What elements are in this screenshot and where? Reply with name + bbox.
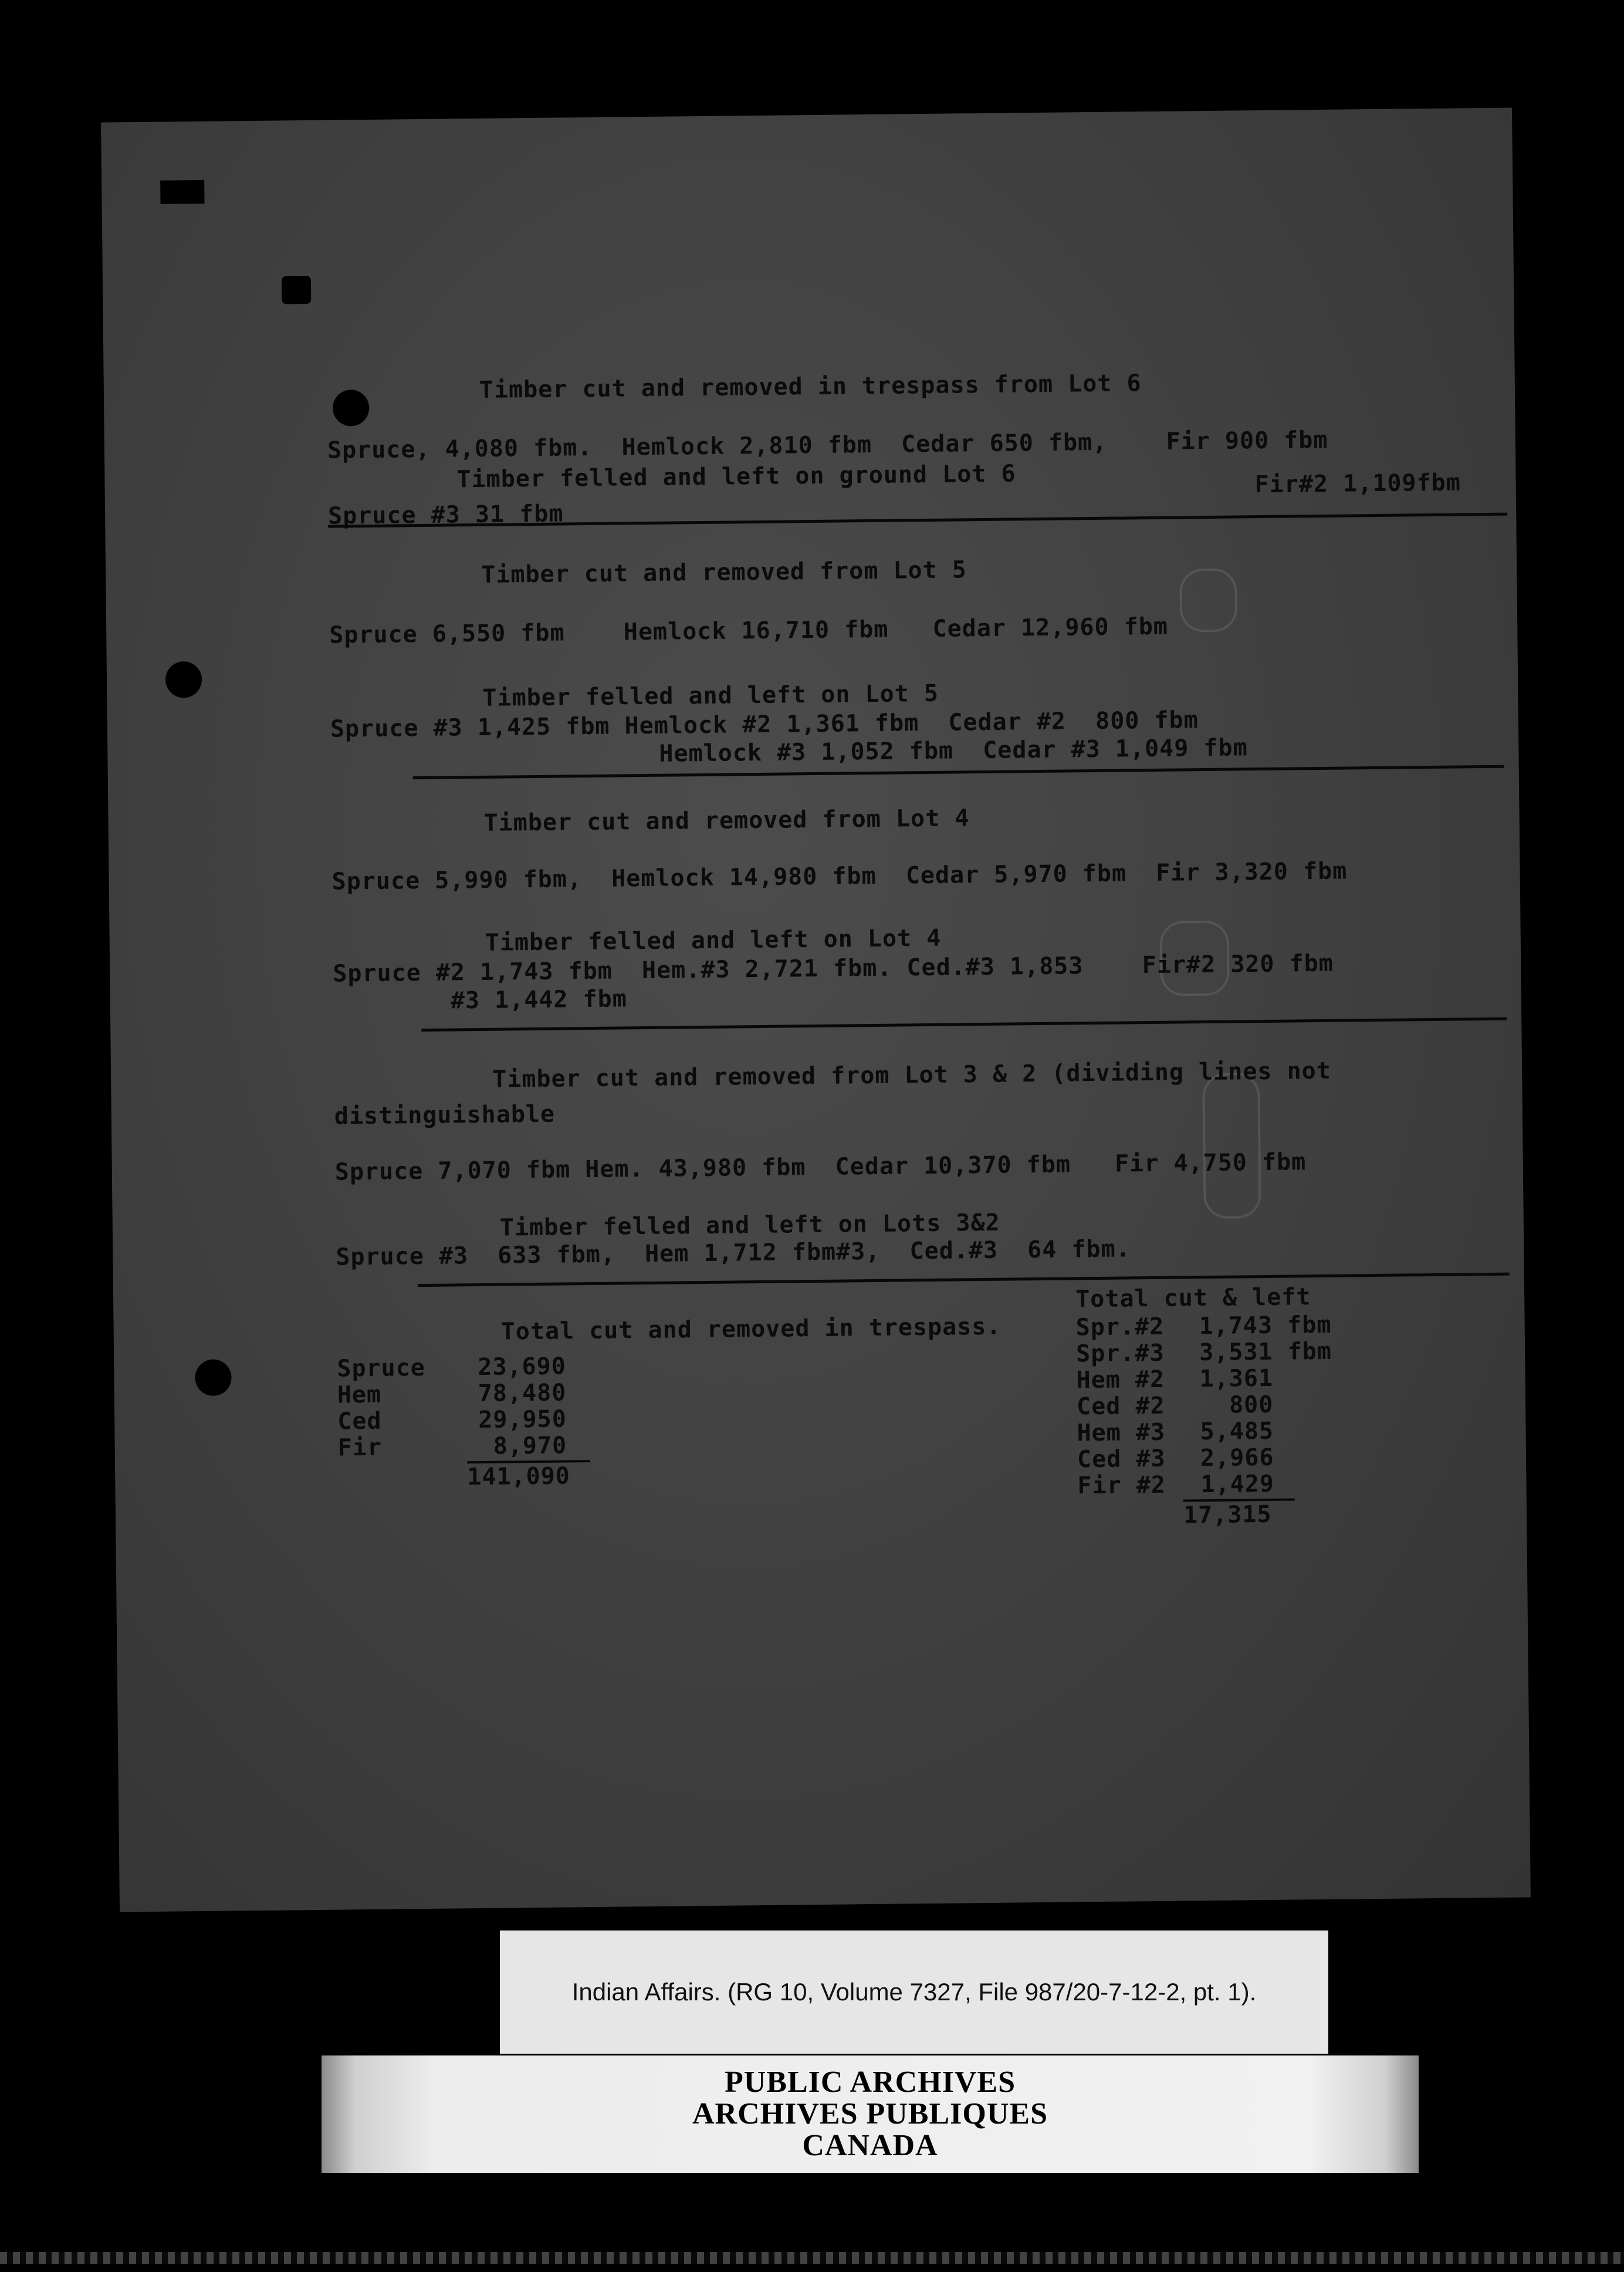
lot5-felled-line1: Spruce #3 1,425 fbm Hemlock #2 1,361 fbm Cedar #2 800 fbm	[330, 706, 1199, 743]
left-row-label: Fir #2	[1077, 1471, 1166, 1500]
stamp-line-2: ARCHIVES PUBLIQUES	[692, 2097, 1048, 2131]
stamp-line-1: PUBLIC ARCHIVES	[724, 2065, 1016, 2099]
section-divider	[413, 765, 1504, 779]
archive-citation: Indian Affairs. (RG 10, Volume 7327, File 987/20-7-12-2, pt. 1).	[571, 1978, 1257, 2006]
left-row-label: Hem #3	[1077, 1418, 1166, 1447]
punch-hole-top	[333, 390, 370, 427]
lot5-felled-heading: Timber felled and left on Lot 5	[482, 679, 939, 712]
lot6-heading: Timber cut and removed in trespass from Lot 6	[479, 370, 1142, 404]
left-row-value: 5,485	[1200, 1417, 1274, 1446]
lot5-felled-line2: Hemlock #3 1,052 fbm Cedar #3 1,049 fbm	[659, 734, 1248, 768]
section-divider	[418, 1273, 1510, 1287]
removed-row-label: Ced	[337, 1407, 382, 1435]
removed-total: 141,090	[467, 1462, 571, 1491]
left-row-label: Ced #3	[1077, 1445, 1166, 1473]
lot3and2-felled-line: Spruce #3 633 fbm, Hem 1,712 fbm#3, Ced.#3 64 fbm.	[336, 1235, 1131, 1271]
lot6-felled-fir: Fir#2 1,109fbm	[1254, 469, 1461, 499]
removed-row-label: Fir	[337, 1433, 383, 1462]
lot6-felled-heading: Timber felled and left on ground Lot 6	[456, 460, 1016, 493]
left-row-label: Spr.#2	[1075, 1313, 1165, 1341]
document-page	[101, 107, 1531, 1912]
lot6-felled-spruce: Spruce #3 31 fbm	[327, 500, 564, 530]
lot4-felled-heading: Timber felled and left on Lot 4	[485, 924, 942, 956]
stamp-line-3: CANADA	[802, 2129, 938, 2162]
film-edge	[0, 2252, 1624, 2264]
archive-citation-label	[500, 1930, 1328, 2054]
lot3and2-heading-cont: distinguishable	[334, 1100, 556, 1130]
corner-tab	[160, 180, 204, 204]
left-row-value: 1,429	[1200, 1470, 1275, 1499]
left-row-value: 2,966	[1200, 1443, 1274, 1472]
removed-row-value: 78,480	[478, 1379, 567, 1408]
staple-mark	[282, 276, 311, 305]
left-row-value: 800	[1229, 1391, 1274, 1419]
lot3and2-felled-heading: Timber felled and left on Lots 3&2	[499, 1209, 1000, 1242]
punch-hole-bottom	[195, 1359, 232, 1396]
removed-row-label: Spruce	[337, 1354, 426, 1382]
faint-pencil-mark	[1179, 568, 1237, 632]
left-row-value: 1,743 fbm	[1199, 1311, 1332, 1340]
lot4-felled-line2: #3 1,442 fbm	[450, 985, 628, 1015]
lot3and2-heading: Timber cut and removed from Lot 3 & 2 (dividing lines not	[492, 1057, 1332, 1093]
left-total: 17,315	[1183, 1500, 1272, 1529]
lot5-removed-line: Spruce 6,550 fbm Hemlock 16,710 fbm Cedar 12,960 fbm	[329, 613, 1169, 649]
left-row-label: Spr.#3	[1075, 1339, 1165, 1368]
totals-left-heading: Total cut & left	[1075, 1283, 1311, 1313]
faint-pencil-mark	[1202, 1073, 1261, 1219]
section-divider	[421, 1017, 1507, 1032]
left-row-label: Ced #2	[1076, 1392, 1165, 1421]
removed-row-value: 23,690	[478, 1353, 567, 1381]
lot5-heading: Timber cut and removed from Lot 5	[481, 556, 967, 589]
removed-row-label: Hem	[337, 1381, 382, 1409]
lot4-felled-line1: Spruce #2 1,743 fbm Hem.#3 2,721 fbm. Ced.#3 1,853 Fir#2 320 fbm	[333, 949, 1334, 988]
removed-row-value: 8,970	[493, 1432, 567, 1460]
removed-row-value: 29,950	[478, 1405, 567, 1434]
left-row-value: 1,361	[1199, 1364, 1274, 1393]
left-row-value: 3,531 fbm	[1199, 1337, 1332, 1367]
archive-stamp	[322, 2055, 1419, 2173]
lot3and2-removed-line: Spruce 7,070 fbm Hem. 43,980 fbm Cedar 10,370 fbm Fir 4,750 fbm	[334, 1148, 1307, 1186]
lot4-removed-line: Spruce 5,990 fbm, Hemlock 14,980 fbm Cedar 5,970 fbm Fir 3,320 fbm	[331, 857, 1348, 895]
punch-hole-middle	[165, 661, 202, 698]
left-row-label: Hem #2	[1076, 1365, 1165, 1394]
lot4-heading: Timber cut and removed from Lot 4	[483, 804, 970, 837]
totals-removed-heading: Total cut and removed in trespass.	[500, 1313, 1002, 1345]
lot6-removed-line: Spruce, 4,080 fbm. Hemlock 2,810 fbm Cedar 650 fbm, Fir 900 fbm	[327, 426, 1328, 464]
